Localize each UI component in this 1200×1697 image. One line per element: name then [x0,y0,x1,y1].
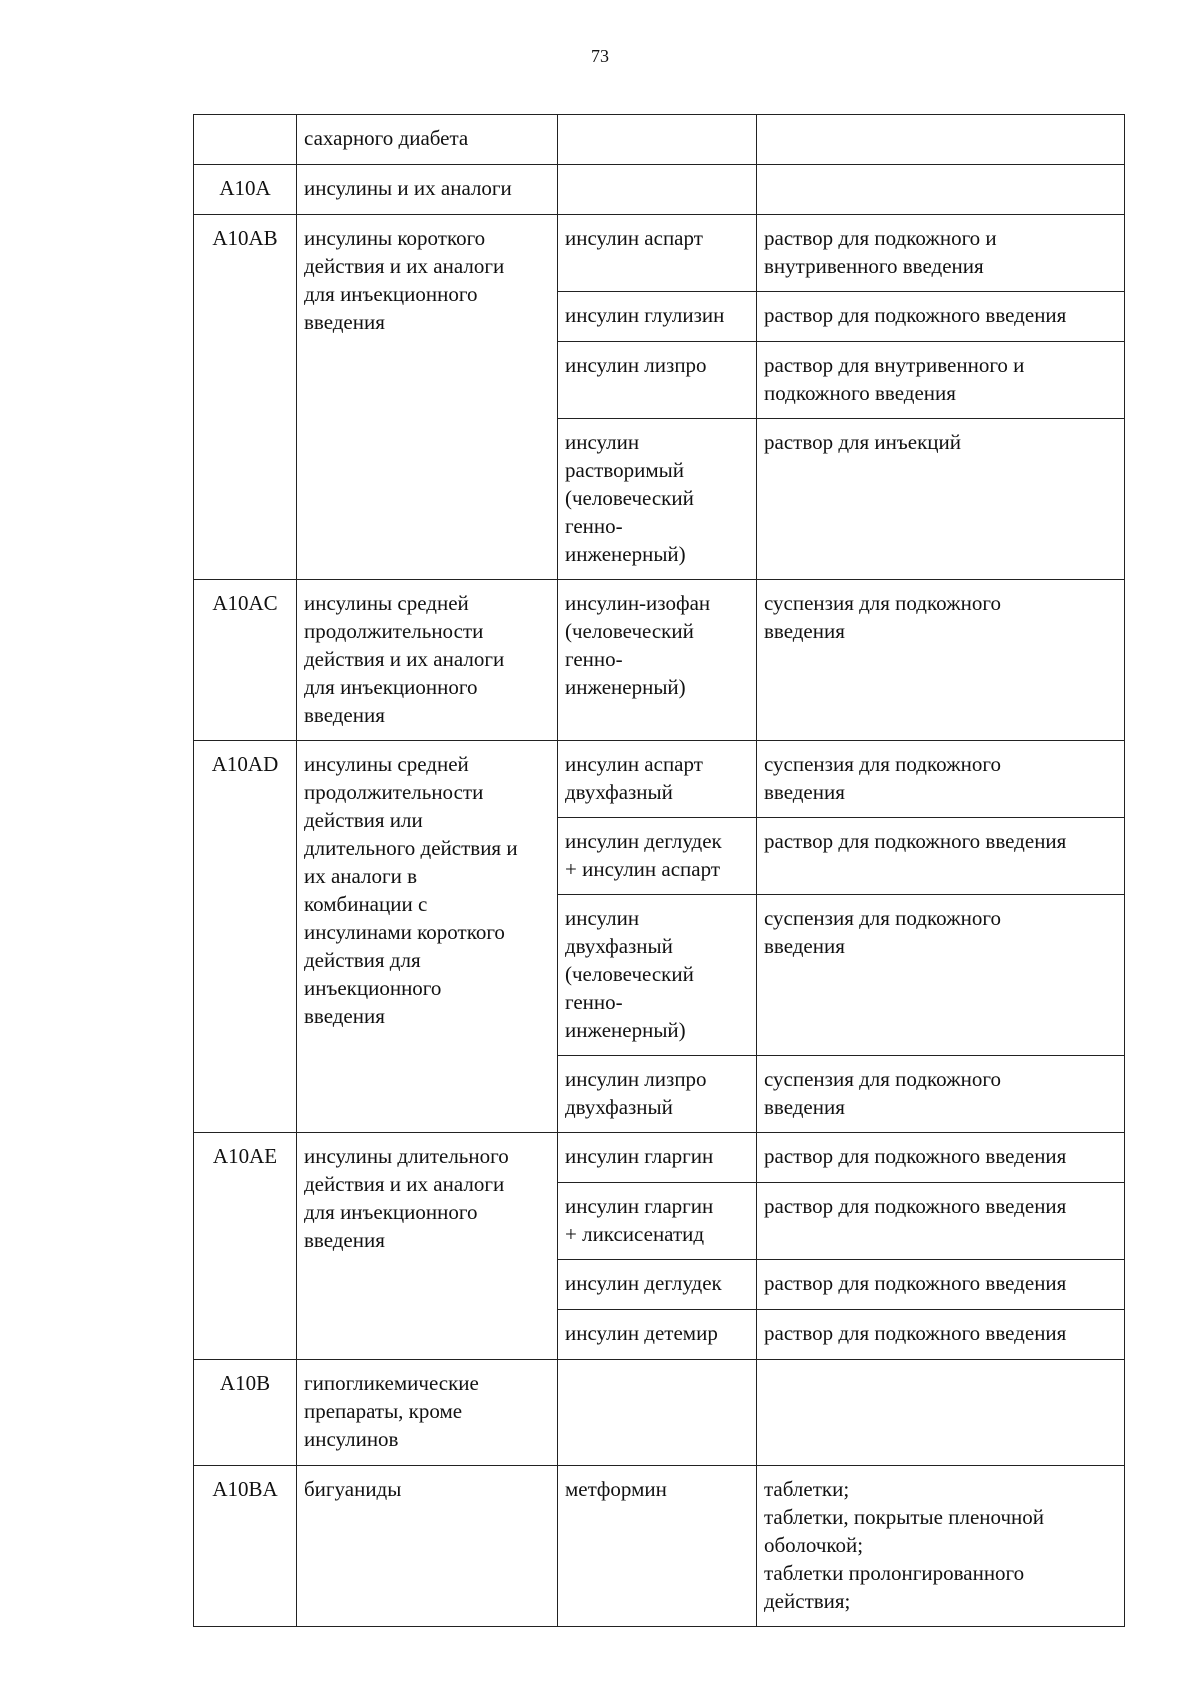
atc-group-cell: инсулины короткого действия и их аналоги для инъекционного введения [297,215,558,580]
atc-code-cell: A10AB [194,215,297,580]
table-row [194,115,1125,165]
table-row [194,1466,1125,1627]
drug-name-cell: инсулин лизпро [558,342,757,419]
dosage-form-cell: суспензия для подкожного введения [757,580,1125,741]
dosage-form-cell: раствор для подкожного введения [757,818,1125,895]
atc-group-cell: инсулины длительного действия и их аналоги для инъекционного введения [297,1133,558,1360]
dosage-form-cell: суспензия для подкожного введения [757,895,1125,1056]
table-row [194,1360,1125,1466]
table-row [194,1133,1125,1183]
dosage-form-cell: раствор для подкожного введения [757,1183,1125,1260]
drug-name-cell: инсулин деглудек + инсулин аспарт [558,818,757,895]
drug-name-cell [558,165,757,215]
atc-drug-table [193,114,1125,1627]
drug-name-cell: инсулин детемир [558,1310,757,1360]
drug-name-cell: инсулин гларгин + ликсисенатид [558,1183,757,1260]
table-row [194,580,1125,741]
drug-name-cell: инсулин аспарт [558,215,757,292]
table-row [194,215,1125,292]
dosage-form-cell [757,115,1125,165]
atc-group-cell: инсулины средней продолжительности действия или длительного действия и их аналоги в комбинации с инсулинами короткого действия для инъекционного введения [297,741,558,1133]
atc-code-cell: A10AC [194,580,297,741]
drug-name-cell [558,1360,757,1466]
atc-code-cell [194,115,297,165]
drug-name-cell: инсулин деглудек [558,1260,757,1310]
dosage-form-cell: раствор для внутривенного и подкожного введения [757,342,1125,419]
atc-code-cell: A10AE [194,1133,297,1360]
atc-code-cell: A10B [194,1360,297,1466]
dosage-form-cell: раствор для подкожного введения [757,1260,1125,1310]
table-row [194,165,1125,215]
atc-group-cell: гипогликемические препараты, кроме инсулинов [297,1360,558,1466]
drug-name-cell: инсулин лизпро двухфазный [558,1056,757,1133]
drug-name-cell: инсулин глулизин [558,292,757,342]
dosage-form-cell: раствор для подкожного и внутривенного введения [757,215,1125,292]
drug-name-cell: инсулин растворимый (человеческий генно- инженерный) [558,419,757,580]
table-body [194,115,1125,1627]
dosage-form-cell [757,1360,1125,1466]
page-number: 73 [591,46,609,66]
drug-name-cell [558,115,757,165]
dosage-form-cell: раствор для подкожного введения [757,292,1125,342]
drug-name-cell: метформин [558,1466,757,1627]
drug-name-cell: инсулин-изофан (человеческий генно- инженерный) [558,580,757,741]
atc-group-cell: инсулины средней продолжительности действия и их аналоги для инъекционного введения [297,580,558,741]
dosage-form-cell: раствор для подкожного введения [757,1310,1125,1360]
dosage-form-cell: таблетки; таблетки, покрытые пленочной оболочкой; таблетки пролонгированного действия; [757,1466,1125,1627]
table-row [194,741,1125,818]
atc-code-cell: A10AD [194,741,297,1133]
dosage-form-cell: суспензия для подкожного введения [757,1056,1125,1133]
atc-code-cell: A10A [194,165,297,215]
drug-name-cell: инсулин аспарт двухфазный [558,741,757,818]
dosage-form-cell: раствор для подкожного введения [757,1133,1125,1183]
atc-group-cell: бигуаниды [297,1466,558,1627]
dosage-form-cell [757,165,1125,215]
dosage-form-cell: раствор для инъекций [757,419,1125,580]
dosage-form-cell: суспензия для подкожного введения [757,741,1125,818]
atc-group-cell: сахарного диабета [297,115,558,165]
atc-group-cell: инсулины и их аналоги [297,165,558,215]
atc-code-cell: A10BA [194,1466,297,1627]
drug-name-cell: инсулин двухфазный (человеческий генно- инженерный) [558,895,757,1056]
drug-name-cell: инсулин гларгин [558,1133,757,1183]
